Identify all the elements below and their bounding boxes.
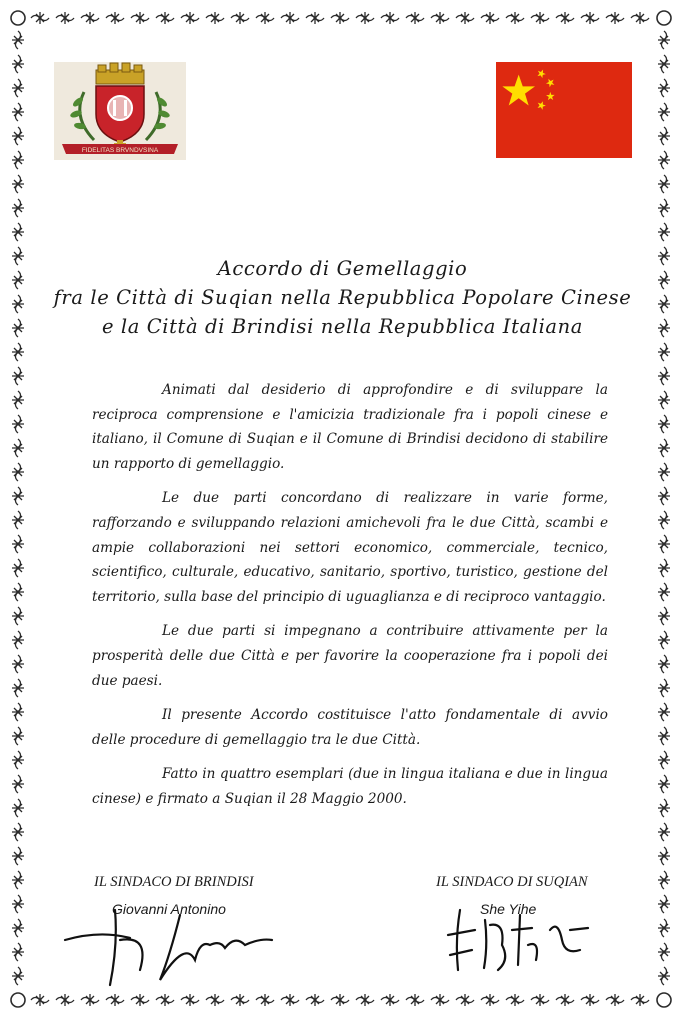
border-ornament <box>658 415 670 433</box>
border-ornament <box>306 994 324 1006</box>
border-ornament <box>658 55 670 73</box>
border-ornament <box>12 415 24 433</box>
border-ornament <box>12 895 24 913</box>
border-ornament <box>12 79 24 97</box>
border-ornament <box>658 847 670 865</box>
border-ornament <box>331 12 349 24</box>
border-ornament <box>631 994 649 1006</box>
border-ornament <box>456 994 474 1006</box>
signatory-name: Giovanni Antonino <box>112 901 226 917</box>
border-ornament <box>12 463 24 481</box>
china-flag <box>496 62 632 158</box>
border-ornament <box>12 559 24 577</box>
border-ornament <box>658 799 670 817</box>
border-ornament <box>12 439 24 457</box>
signatory-title: IL SINDACO DI BRINDISI <box>94 874 254 890</box>
border-ornament <box>206 12 224 24</box>
border-ornament <box>356 12 374 24</box>
border-ornament <box>506 12 524 24</box>
border-ornament <box>12 655 24 673</box>
border-ornament <box>658 271 670 289</box>
border-ornament <box>12 31 24 49</box>
border-ornament <box>231 994 249 1006</box>
border-ornament <box>658 703 670 721</box>
border-ornament <box>658 391 670 409</box>
border-ornament <box>381 12 399 24</box>
border-ornament <box>658 535 670 553</box>
border-ornament <box>658 223 670 241</box>
border-ornament <box>12 535 24 553</box>
border-ornament <box>658 775 670 793</box>
border-ornament <box>658 439 670 457</box>
border-ornament <box>12 775 24 793</box>
border-ornament <box>631 12 649 24</box>
motto-text: FIDELITAS BRVNDVSINA <box>81 147 159 154</box>
border-ornament <box>658 31 670 49</box>
paragraph-4: Il presente Accordo costituisce l'atto fondamentale di avvio delle procedure di gemellaggio tra le due Città. <box>92 707 608 748</box>
border-ornament <box>658 487 670 505</box>
border-ornament <box>181 12 199 24</box>
title-line-3: e la Città di Brindisi nella Repubblica Italiana <box>101 315 584 338</box>
border-ornament <box>658 679 670 697</box>
border-ornament <box>12 127 24 145</box>
border-ornament <box>12 823 24 841</box>
border-ornament <box>256 12 274 24</box>
suqian-mayor-signature <box>440 900 600 980</box>
border-ornament <box>331 994 349 1006</box>
border-ornament <box>606 994 624 1006</box>
border-ornament <box>12 919 24 937</box>
border-ornament <box>431 994 449 1006</box>
title-line-2: fra le Città di Suqian nella Repubblica Popolare Cinese <box>53 286 632 309</box>
border-ornament <box>658 583 670 601</box>
border-ornament <box>658 175 670 193</box>
border-ornament <box>12 151 24 169</box>
agreement-body <box>92 378 608 822</box>
border-ornament <box>12 103 24 121</box>
border-corner <box>11 993 25 1007</box>
border-ornament <box>12 751 24 769</box>
border-ornament <box>12 223 24 241</box>
border-corner <box>11 11 25 25</box>
border-ornament <box>531 12 549 24</box>
border-ornament <box>281 994 299 1006</box>
border-ornament <box>31 994 49 1006</box>
border-ornament <box>106 994 124 1006</box>
border-ornament <box>658 151 670 169</box>
border-ornament <box>12 847 24 865</box>
border-ornament <box>281 12 299 24</box>
agreement-title <box>40 254 645 341</box>
border-ornament <box>658 295 670 313</box>
border-ornament <box>12 511 24 529</box>
border-ornament <box>12 247 24 265</box>
border-ornament <box>506 994 524 1006</box>
border-ornament <box>81 12 99 24</box>
border-ornament <box>31 12 49 24</box>
border-ornament <box>12 943 24 961</box>
border-ornament <box>12 727 24 745</box>
border-ornament <box>12 319 24 337</box>
border-ornament <box>106 12 124 24</box>
border-ornament <box>12 391 24 409</box>
border-ornament <box>12 271 24 289</box>
border-ornament <box>658 895 670 913</box>
border-ornament <box>658 343 670 361</box>
border-ornament <box>658 751 670 769</box>
border-corner <box>657 11 671 25</box>
border-ornament <box>306 12 324 24</box>
border-ornament <box>131 12 149 24</box>
border-ornament <box>256 994 274 1006</box>
border-ornament <box>658 631 670 649</box>
border-ornament <box>12 799 24 817</box>
border-ornament <box>12 631 24 649</box>
border-ornament <box>12 487 24 505</box>
border-ornament <box>658 943 670 961</box>
border-ornament <box>531 994 549 1006</box>
border-ornament <box>12 871 24 889</box>
border-ornament <box>12 55 24 73</box>
border-ornament <box>606 12 624 24</box>
border-ornament <box>658 511 670 529</box>
border-ornament <box>658 247 670 265</box>
border-ornament <box>481 12 499 24</box>
border-ornament <box>658 919 670 937</box>
border-ornament <box>658 199 670 217</box>
border-ornament <box>658 559 670 577</box>
border-ornament <box>556 12 574 24</box>
border-ornament <box>181 994 199 1006</box>
signatory-name: She Yihe <box>480 901 537 917</box>
brindisi-coat-of-arms <box>54 62 186 160</box>
border-ornament <box>56 994 74 1006</box>
paragraph-1: Animati dal desiderio di approfondire e di sviluppare la reciproca comprensione e l'amicizia tradizionale fra i popoli cinese e italiano, il Comune di Suqian e il Comune di Brindisi decidono di stabilire un rapporto di gemellaggio. <box>92 382 608 472</box>
border-ornament <box>81 994 99 1006</box>
border-ornament <box>12 367 24 385</box>
border-ornament <box>556 994 574 1006</box>
border-ornament <box>581 12 599 24</box>
border-ornament <box>12 295 24 313</box>
border-ornament <box>456 12 474 24</box>
border-ornament <box>658 367 670 385</box>
paragraph-3: Le due parti si impegnano a contribuire attivamente per la prosperità delle due Città e per favorire la cooperazione fra i popoli dei due paesi. <box>92 623 608 689</box>
border-ornament <box>156 994 174 1006</box>
border-ornament <box>12 967 24 985</box>
border-ornament <box>481 994 499 1006</box>
border-ornament <box>131 994 149 1006</box>
border-ornament <box>431 12 449 24</box>
border-ornament <box>658 655 670 673</box>
border-ornament <box>658 607 670 625</box>
border-ornament <box>12 175 24 193</box>
border-ornament <box>12 679 24 697</box>
paragraph-2: Le due parti concordano di realizzare in varie forme, rafforzando e sviluppando relazioni amichevoli fra le due Città, scambi e ampie collaborazioni nei settori economico, commerciale, tecnico, scientifico, culturale, educativo, sanitario, sportivo, turistico, gestione del territorio, sulla base del principio di uguaglianza e di reciproco vantaggio. <box>92 490 608 605</box>
signatory-title: IL SINDACO DI SUQIAN <box>436 874 588 890</box>
border-ornament <box>231 12 249 24</box>
border-ornament <box>12 703 24 721</box>
border-ornament <box>12 199 24 217</box>
border-ornament <box>658 967 670 985</box>
border-ornament <box>12 607 24 625</box>
border-ornament <box>581 994 599 1006</box>
border-ornament <box>56 12 74 24</box>
border-ornament <box>658 79 670 97</box>
title-line-1: Accordo di Gemellaggio <box>217 257 468 280</box>
border-ornament <box>206 994 224 1006</box>
border-ornament <box>156 12 174 24</box>
border-ornament <box>658 871 670 889</box>
border-ornament <box>658 463 670 481</box>
border-ornament <box>406 12 424 24</box>
border-ornament <box>658 127 670 145</box>
border-ornament <box>658 319 670 337</box>
border-corner <box>657 993 671 1007</box>
border-ornament <box>658 103 670 121</box>
border-ornament <box>381 994 399 1006</box>
border-ornament <box>356 994 374 1006</box>
border-ornament <box>658 823 670 841</box>
border-ornament <box>12 583 24 601</box>
paragraph-5: Fatto in quattro esemplari (due in lingua italiana e due in lingua cinese) e firmato a Suqian il 28 Maggio 2000. <box>92 766 608 807</box>
border-ornament <box>658 727 670 745</box>
brindisi-mayor-signature <box>60 900 280 990</box>
border-ornament <box>406 994 424 1006</box>
border-ornament <box>12 343 24 361</box>
